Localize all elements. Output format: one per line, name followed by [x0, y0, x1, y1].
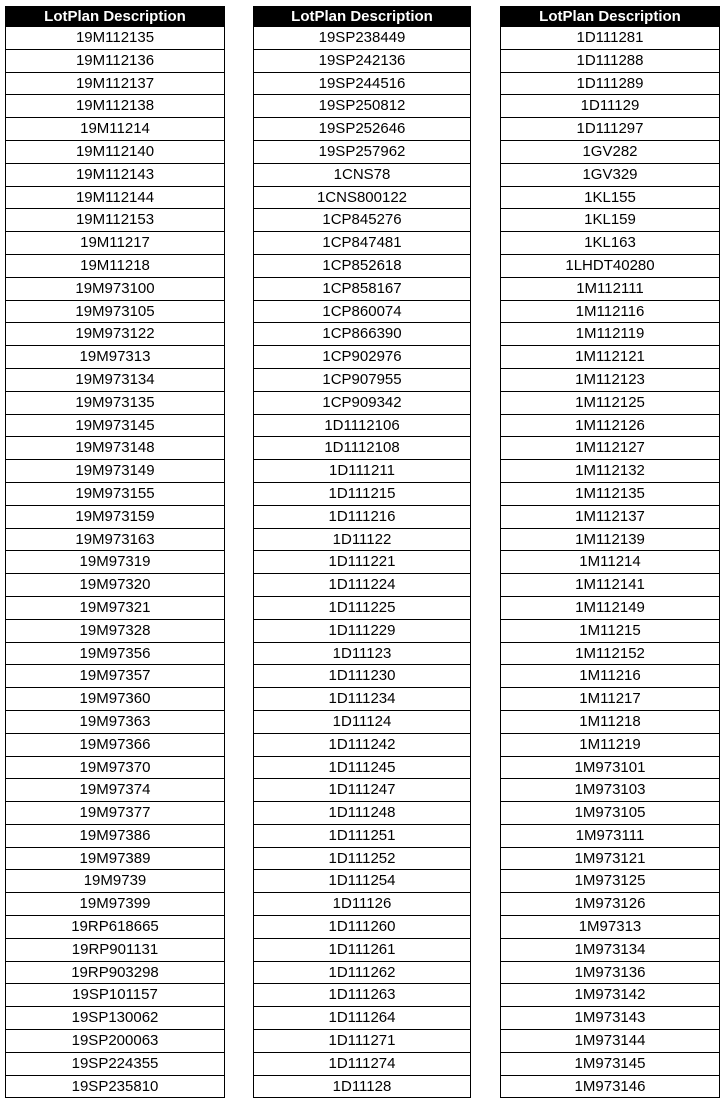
lotplan-cell: 1M112119: [501, 323, 720, 346]
lotplan-cell: 1M973125: [501, 870, 720, 893]
table-body: [501, 27, 720, 1098]
lotplan-cell: 1CP847481: [254, 232, 471, 255]
lotplan-cell: 19M11218: [6, 254, 225, 277]
table-row: [254, 140, 471, 163]
table-row: [254, 1030, 471, 1053]
column-header: LotPlan Description: [254, 7, 471, 27]
lotplan-cell: 1M973143: [501, 1007, 720, 1030]
table-row: [501, 847, 720, 870]
lotplan-cell: 1M112152: [501, 642, 720, 665]
table-row: [6, 870, 225, 893]
lotplan-cell: 1D111234: [254, 688, 471, 711]
table-row: [501, 323, 720, 346]
table-row: [254, 1052, 471, 1075]
table-row: [6, 574, 225, 597]
table-row: [6, 665, 225, 688]
lotplan-cell: 1D111271: [254, 1030, 471, 1053]
lotplan-cell: 19M112144: [6, 186, 225, 209]
lotplan-cell: 1D111262: [254, 961, 471, 984]
table-row: [501, 72, 720, 95]
table-row: [6, 460, 225, 483]
table-row: [501, 1030, 720, 1053]
table-row: [6, 505, 225, 528]
table-row: [501, 870, 720, 893]
table-row: [6, 368, 225, 391]
table-row: [254, 847, 471, 870]
lotplan-cell: 1M112111: [501, 277, 720, 300]
lotplan-cell: 19M11217: [6, 232, 225, 255]
table-row: [501, 665, 720, 688]
table-row: [6, 1052, 225, 1075]
lotplan-cell: 19M973149: [6, 460, 225, 483]
table-row: [254, 482, 471, 505]
table-row: [6, 1007, 225, 1030]
table-row: [501, 27, 720, 50]
lotplan-cell: 1D111263: [254, 984, 471, 1007]
lotplan-cell: 1M973105: [501, 802, 720, 825]
table-row: [6, 528, 225, 551]
lotplan-cell: 1M11217: [501, 688, 720, 711]
table-row: [6, 596, 225, 619]
table-row: [501, 1007, 720, 1030]
table-row: [501, 938, 720, 961]
lotplan-cell: 19M97321: [6, 596, 225, 619]
lotplan-cell: 1D111224: [254, 574, 471, 597]
lotplan-cell: 1D11128: [254, 1075, 471, 1098]
lotplan-cell: 19M973122: [6, 323, 225, 346]
table-row: [254, 414, 471, 437]
lotplan-cell: 1D111242: [254, 733, 471, 756]
lotplan-cell: 1D111264: [254, 1007, 471, 1030]
table-row: [501, 482, 720, 505]
table-row: [501, 642, 720, 665]
lotplan-cell: 19M97377: [6, 802, 225, 825]
table-row: [6, 414, 225, 437]
table-row: [254, 346, 471, 369]
lotplan-cell: 19M112143: [6, 163, 225, 186]
lotplan-cell: 1M112125: [501, 391, 720, 414]
lotplan-cell: 19SP244516: [254, 72, 471, 95]
table-row: [254, 802, 471, 825]
lotplan-cell: 19M112136: [6, 49, 225, 72]
lotplan-cell: 1M11214: [501, 551, 720, 574]
table-row: [6, 95, 225, 118]
table-row: [6, 916, 225, 939]
table-row: [6, 163, 225, 186]
lotplan-cell: 1D1112108: [254, 437, 471, 460]
lotplan-cell: 19M973105: [6, 300, 225, 323]
table-row: [254, 95, 471, 118]
lotplan-cell: 1M973126: [501, 893, 720, 916]
lotplan-cell: 1CP858167: [254, 277, 471, 300]
lotplan-cell: 1M11219: [501, 733, 720, 756]
table-row: [254, 551, 471, 574]
lotplan-cell: 1KL159: [501, 209, 720, 232]
table-row: [6, 893, 225, 916]
table-row: [501, 414, 720, 437]
lotplan-cell: 19SP235810: [6, 1075, 225, 1098]
lotplan-cell: 19M97313: [6, 346, 225, 369]
lotplan-cell: 19SP257962: [254, 140, 471, 163]
table-row: [6, 186, 225, 209]
lotplan-cell: 19SP224355: [6, 1052, 225, 1075]
lotplan-cell: 19M973155: [6, 482, 225, 505]
lotplan-cell: 1D111260: [254, 916, 471, 939]
table-row: [254, 870, 471, 893]
lotplan-cell: 1D111211: [254, 460, 471, 483]
table-row: [254, 49, 471, 72]
table-row: [6, 49, 225, 72]
lotplan-cell: 19M112137: [6, 72, 225, 95]
lotplan-cell: 1M112121: [501, 346, 720, 369]
lotplan-cell: 19M97363: [6, 710, 225, 733]
lotplan-cell: 1M973111: [501, 824, 720, 847]
table-row: [6, 710, 225, 733]
lotplan-cell: 1M11218: [501, 710, 720, 733]
table-header-row: [6, 7, 225, 27]
table-row: [254, 596, 471, 619]
lotplan-cell: 1D11129: [501, 95, 720, 118]
lotplan-cell: 19SP200063: [6, 1030, 225, 1053]
lotplan-cell: 1CP845276: [254, 209, 471, 232]
lotplan-cell: 19M97356: [6, 642, 225, 665]
lotplan-cell: 1M112126: [501, 414, 720, 437]
table-row: [254, 323, 471, 346]
table-row: [6, 1030, 225, 1053]
lotplan-cell: 1D111215: [254, 482, 471, 505]
lotplan-cell: 1D111245: [254, 756, 471, 779]
table-row: [501, 49, 720, 72]
lotplan-cell: 1CNS78: [254, 163, 471, 186]
lotplan-cell: 19M112153: [6, 209, 225, 232]
table-row: [501, 368, 720, 391]
lotplan-cell: 1CP909342: [254, 391, 471, 414]
table-row: [254, 710, 471, 733]
lotplan-cell: 19SP238449: [254, 27, 471, 50]
lotplan-cell: 1CNS800122: [254, 186, 471, 209]
lotplan-cell: 19RP903298: [6, 961, 225, 984]
table-row: [501, 779, 720, 802]
table-row: [6, 961, 225, 984]
lotplan-cell: 1M97313: [501, 916, 720, 939]
table-row: [254, 916, 471, 939]
lotplan-cell: 1D111216: [254, 505, 471, 528]
table-row: [6, 756, 225, 779]
table-row: [254, 1007, 471, 1030]
lotplan-cell: 19M112135: [6, 27, 225, 50]
table-row: [501, 232, 720, 255]
table-row: [501, 551, 720, 574]
lotplan-table-column-2: [253, 6, 471, 1098]
lotplan-cell: 1M112135: [501, 482, 720, 505]
lotplan-cell: 1M973103: [501, 779, 720, 802]
table-row: [501, 574, 720, 597]
table-row: [501, 460, 720, 483]
table-row: [6, 346, 225, 369]
lotplan-cell: 1M112132: [501, 460, 720, 483]
table-row: [6, 391, 225, 414]
lotplan-cell: 1M973144: [501, 1030, 720, 1053]
lotplan-cell: 1D111252: [254, 847, 471, 870]
table-row: [254, 209, 471, 232]
table-row: [6, 27, 225, 50]
table-row: [6, 140, 225, 163]
table-row: [6, 938, 225, 961]
lotplan-cell: 1D111297: [501, 118, 720, 141]
table-row: [501, 893, 720, 916]
lotplan-cell: 19M973134: [6, 368, 225, 391]
table-row: [6, 551, 225, 574]
table-row: [501, 277, 720, 300]
lotplan-cell: 19M97370: [6, 756, 225, 779]
lotplan-cell: 19SP252646: [254, 118, 471, 141]
table-row: [254, 824, 471, 847]
table-row: [501, 710, 720, 733]
table-row: [254, 27, 471, 50]
lotplan-cell: 19M97386: [6, 824, 225, 847]
lotplan-cell: 19M11214: [6, 118, 225, 141]
lotplan-cell: 1D111281: [501, 27, 720, 50]
lotplan-cell: 19M973163: [6, 528, 225, 551]
lotplan-cell: 1D111251: [254, 824, 471, 847]
lotplan-cell: 1M112116: [501, 300, 720, 323]
table-row: [6, 733, 225, 756]
lotplan-cell: 1D111221: [254, 551, 471, 574]
table-row: [254, 118, 471, 141]
table-row: [501, 733, 720, 756]
lotplan-cell: 1M973146: [501, 1075, 720, 1098]
table-row: [254, 984, 471, 1007]
lotplan-cell: 1M112139: [501, 528, 720, 551]
table-body: [254, 27, 471, 1098]
lotplan-cell: 19M97319: [6, 551, 225, 574]
lotplan-cell: 19M973135: [6, 391, 225, 414]
table-row: [254, 254, 471, 277]
table-row: [254, 574, 471, 597]
table-row: [501, 802, 720, 825]
lotplan-cell: 1D11124: [254, 710, 471, 733]
lotplan-cell: 19M97389: [6, 847, 225, 870]
lotplan-cell: 19M97374: [6, 779, 225, 802]
table-row: [6, 802, 225, 825]
lotplan-cell: 19M973145: [6, 414, 225, 437]
lotplan-cell: 19M973159: [6, 505, 225, 528]
lotplan-cell: 19M973100: [6, 277, 225, 300]
table-row: [501, 916, 720, 939]
lotplan-cell: 1M973101: [501, 756, 720, 779]
table-row: [254, 642, 471, 665]
lotplan-cell: 19M97320: [6, 574, 225, 597]
table-row: [501, 254, 720, 277]
lotplan-cell: 1GV329: [501, 163, 720, 186]
table-row: [6, 118, 225, 141]
table-row: [6, 232, 225, 255]
table-row: [501, 391, 720, 414]
lotplan-cell: 1M112137: [501, 505, 720, 528]
table-row: [501, 505, 720, 528]
table-row: [6, 779, 225, 802]
lotplan-cell: 1D111261: [254, 938, 471, 961]
lotplan-cell: 1M11216: [501, 665, 720, 688]
table-row: [254, 437, 471, 460]
table-header-row: [254, 7, 471, 27]
table-row: [254, 460, 471, 483]
lotplan-cell: 1D1112106: [254, 414, 471, 437]
lotplan-cell: 19M97366: [6, 733, 225, 756]
table-body: [6, 27, 225, 1098]
table-row: [254, 528, 471, 551]
lotplan-cell: 1CP866390: [254, 323, 471, 346]
table-row: [254, 938, 471, 961]
lotplan-cell: 1M112127: [501, 437, 720, 460]
table-row: [254, 277, 471, 300]
lotplan-cell: 1GV282: [501, 140, 720, 163]
table-row: [254, 779, 471, 802]
table-row: [501, 209, 720, 232]
lotplan-cell: 1M973145: [501, 1052, 720, 1075]
table-row: [6, 72, 225, 95]
table-row: [254, 961, 471, 984]
lotplan-cell: 19SP250812: [254, 95, 471, 118]
table-row: [501, 346, 720, 369]
table-row: [6, 437, 225, 460]
table-row: [6, 824, 225, 847]
table-row: [501, 528, 720, 551]
lotplan-cell: 1D111225: [254, 596, 471, 619]
column-header: LotPlan Description: [501, 7, 720, 27]
lotplan-cell: 1M973121: [501, 847, 720, 870]
lotplan-cell: 19M97360: [6, 688, 225, 711]
table-row: [6, 1075, 225, 1098]
lotplan-cell: 1D111289: [501, 72, 720, 95]
lotplan-cell: 1D111248: [254, 802, 471, 825]
lotplan-cell: 19RP901131: [6, 938, 225, 961]
lotplan-cell: 1D111229: [254, 619, 471, 642]
table-row: [254, 893, 471, 916]
table-row: [6, 847, 225, 870]
table-row: [6, 984, 225, 1007]
lotplan-cell: 19M97357: [6, 665, 225, 688]
table-row: [501, 95, 720, 118]
lotplan-cell: 19SP130062: [6, 1007, 225, 1030]
table-row: [254, 163, 471, 186]
table-row: [501, 300, 720, 323]
lotplan-cell: 19SP242136: [254, 49, 471, 72]
table-row: [501, 824, 720, 847]
table-row: [501, 186, 720, 209]
lotplan-cell: 1M112123: [501, 368, 720, 391]
table-row: [254, 391, 471, 414]
table-row: [501, 756, 720, 779]
table-row: [501, 688, 720, 711]
table-row: [501, 596, 720, 619]
table-row: [254, 72, 471, 95]
table-row: [254, 232, 471, 255]
lotplan-cell: 1D111247: [254, 779, 471, 802]
table-header-row: [501, 7, 720, 27]
table-row: [6, 688, 225, 711]
table-row: [254, 688, 471, 711]
table-row: [254, 368, 471, 391]
lotplan-cell: 19M973148: [6, 437, 225, 460]
table-row: [501, 961, 720, 984]
lotplan-cell: 19M97328: [6, 619, 225, 642]
lotplan-cell: 1CP860074: [254, 300, 471, 323]
lotplan-cell: 1M112141: [501, 574, 720, 597]
lotplan-cell: 19M9739: [6, 870, 225, 893]
table-row: [501, 984, 720, 1007]
table-row: [501, 118, 720, 141]
lotplan-table-column-3: [500, 6, 720, 1098]
lotplan-cell: 1D111274: [254, 1052, 471, 1075]
lotplan-cell: 1M112149: [501, 596, 720, 619]
table-row: [254, 300, 471, 323]
lotplan-cell: 1M11215: [501, 619, 720, 642]
lotplan-cell: 1M973136: [501, 961, 720, 984]
table-row: [6, 323, 225, 346]
table-row: [6, 277, 225, 300]
lotplan-cell: 1KL163: [501, 232, 720, 255]
lotplan-cell: 1KL155: [501, 186, 720, 209]
table-row: [254, 665, 471, 688]
lotplan-cell: 19SP101157: [6, 984, 225, 1007]
lotplan-cell: 1CP907955: [254, 368, 471, 391]
lotplan-cell: 1D11122: [254, 528, 471, 551]
table-row: [6, 482, 225, 505]
lotplan-cell: 1D11123: [254, 642, 471, 665]
lotplan-cell: 19M112138: [6, 95, 225, 118]
lotplan-cell: 19M112140: [6, 140, 225, 163]
lotplan-cell: 19RP618665: [6, 916, 225, 939]
table-row: [254, 186, 471, 209]
table-row: [254, 733, 471, 756]
table-row: [501, 437, 720, 460]
table-row: [254, 505, 471, 528]
table-row: [254, 619, 471, 642]
table-row: [254, 1075, 471, 1098]
lotplan-cell: 1LHDT40280: [501, 254, 720, 277]
table-row: [6, 209, 225, 232]
lotplan-cell: 19M97399: [6, 893, 225, 916]
table-row: [501, 1075, 720, 1098]
table-row: [6, 254, 225, 277]
lotplan-cell: 1M973142: [501, 984, 720, 1007]
column-header: LotPlan Description: [6, 7, 225, 27]
table-row: [6, 642, 225, 665]
lotplan-cell: 1D111288: [501, 49, 720, 72]
lotplan-cell: 1M973134: [501, 938, 720, 961]
table-row: [254, 756, 471, 779]
lotplan-cell: 1D11126: [254, 893, 471, 916]
lotplan-table-column-1: [5, 6, 225, 1098]
lotplan-cell: 1CP902976: [254, 346, 471, 369]
table-row: [6, 619, 225, 642]
table-row: [501, 140, 720, 163]
table-row: [501, 1052, 720, 1075]
lotplan-cell: 1CP852618: [254, 254, 471, 277]
lotplan-cell: 1D111230: [254, 665, 471, 688]
table-row: [501, 619, 720, 642]
lotplan-cell: 1D111254: [254, 870, 471, 893]
table-row: [6, 300, 225, 323]
table-row: [501, 163, 720, 186]
